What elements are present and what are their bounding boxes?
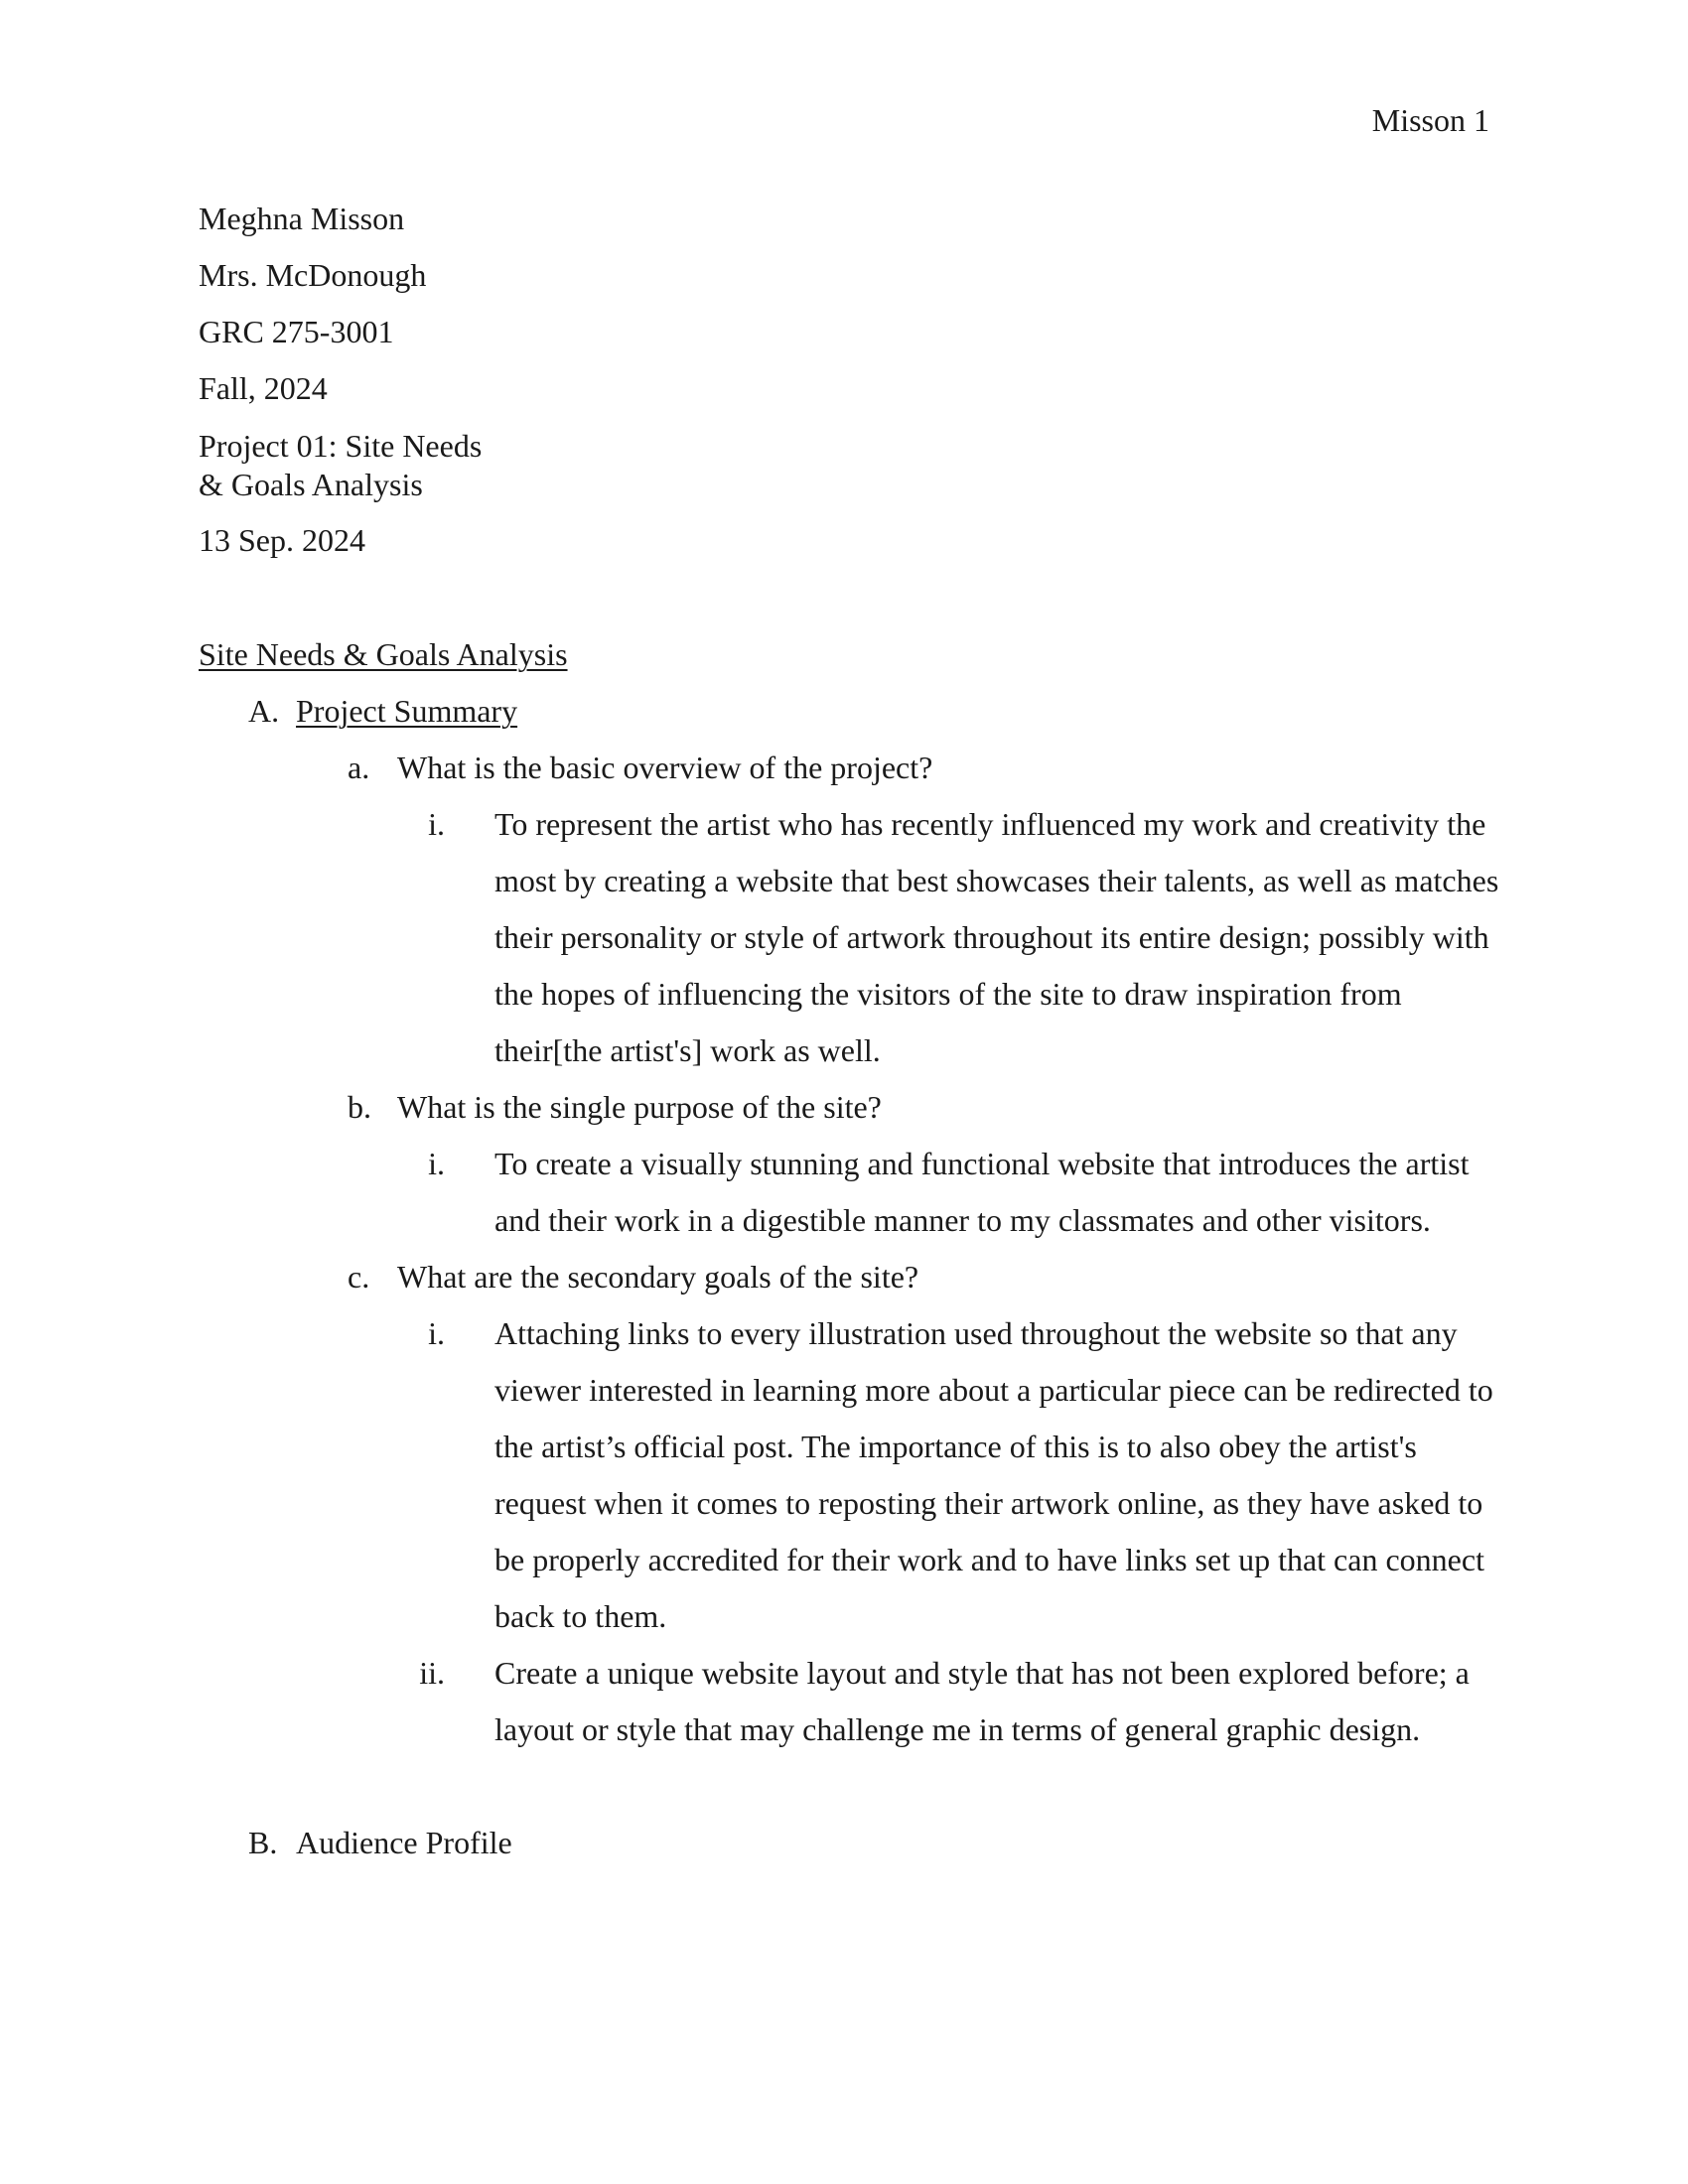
answer-text: Attaching links to every illustration used throughout the website so that any viewer interested in learning more about a particular piece can be redirected to the artist’s official post. The importance of this is to also obey the artist's request when it comes to reposting their artwork online, as they have asked to be properly accredited for their work and to have links set up that can connect back to them. bbox=[494, 1315, 1493, 1634]
instructor-name: Mrs. McDonough bbox=[199, 257, 427, 293]
answer-text: To create a visually stunning and functional website that introduces the artist and their work in a digestible manner to my classmates and other visitors. bbox=[494, 1146, 1470, 1238]
course-code: GRC 275-3001 bbox=[199, 314, 394, 349]
section-a bbox=[199, 683, 1499, 740]
question-marker: a. bbox=[348, 750, 370, 785]
date: 13 Sep. 2024 bbox=[199, 522, 365, 558]
term: Fall, 2024 bbox=[199, 370, 328, 406]
answer-marker: i. bbox=[428, 1315, 445, 1351]
project-title: Project 01: Site Needs & Goals Analysis bbox=[199, 428, 483, 502]
mla-heading bbox=[199, 191, 1489, 569]
section-title: Audience Profile bbox=[296, 1825, 512, 1860]
spacer bbox=[199, 1758, 1499, 1815]
question-b bbox=[199, 1079, 1499, 1136]
answer-marker: i. bbox=[428, 806, 445, 842]
question-c bbox=[199, 1249, 1499, 1305]
answer-c-i bbox=[199, 1305, 1499, 1645]
answer-a-i bbox=[199, 796, 1499, 1079]
answer-marker: ii. bbox=[419, 1655, 445, 1691]
page-number: Misson 1 bbox=[1371, 102, 1489, 138]
question-text: What are the secondary goals of the site? bbox=[397, 1259, 919, 1295]
section-title: Project Summary bbox=[296, 693, 518, 729]
question-text: What is the basic overview of the project? bbox=[397, 750, 933, 785]
question-a bbox=[199, 740, 1499, 796]
question-marker: b. bbox=[348, 1089, 371, 1125]
question-marker: c. bbox=[348, 1259, 370, 1295]
section-marker: B. bbox=[248, 1825, 278, 1860]
answer-text: Create a unique website layout and style that has not been explored before; a layout or style that may challenge me in terms of general graphic design. bbox=[494, 1655, 1470, 1747]
answer-c-ii bbox=[199, 1645, 1499, 1758]
student-name: Meghna Misson bbox=[199, 201, 405, 236]
section-marker: A. bbox=[248, 693, 280, 729]
document-body bbox=[199, 626, 1499, 1871]
section-b bbox=[199, 1815, 1499, 1871]
question-text: What is the single purpose of the site? bbox=[397, 1089, 882, 1125]
document-title: Site Needs & Goals Analysis bbox=[199, 636, 568, 672]
answer-text: To represent the artist who has recently influenced my work and creativity the most by creating a website that best showcases their talents, as well as matches their personality or style of artwork throughout its entire design; possibly with the hopes of influencing the visitors of the site to draw inspiration from their[the artist's] work as well. bbox=[494, 806, 1499, 1068]
page-header bbox=[1372, 92, 1489, 149]
answer-marker: i. bbox=[428, 1146, 445, 1181]
answer-b-i bbox=[199, 1136, 1499, 1249]
